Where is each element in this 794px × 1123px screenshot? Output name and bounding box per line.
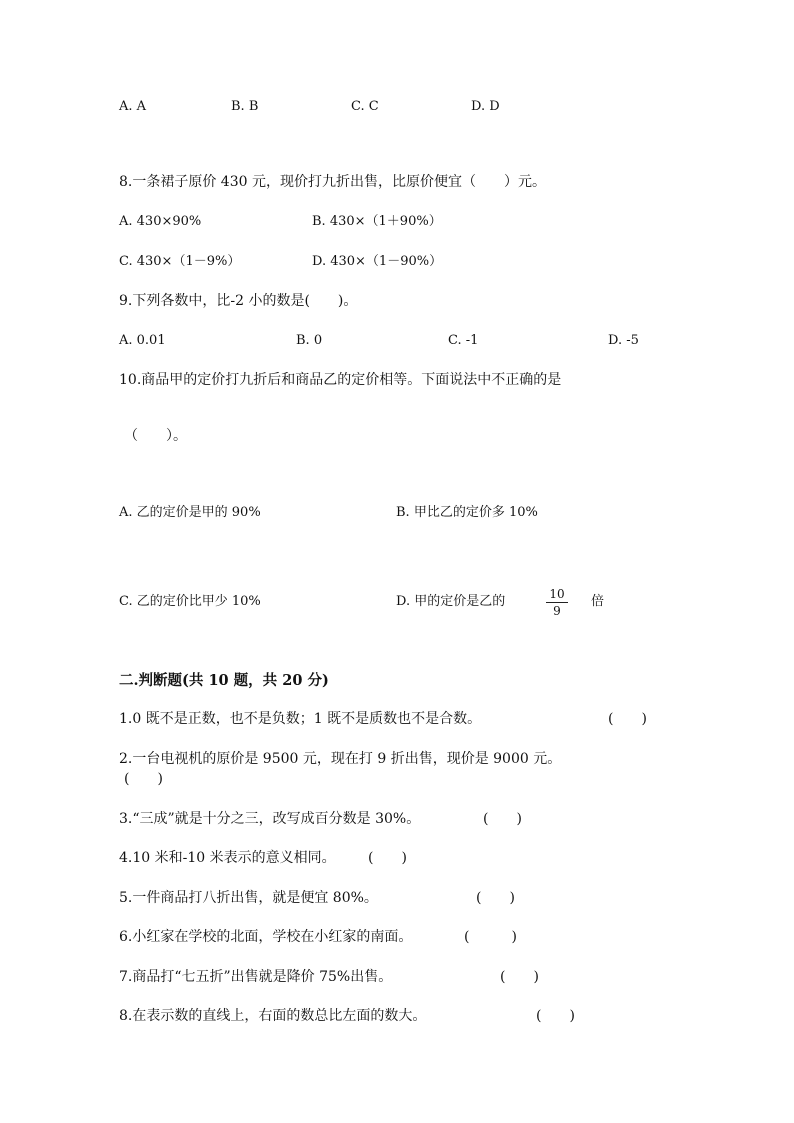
judge-item-7: 7.商品打“七五折”出售就是降价 75%出售。 [119, 969, 393, 985]
q7-option-b: B. B [231, 99, 259, 114]
q8-option-a: A. 430×90% [119, 214, 202, 229]
judge-item-2-paren: ( ) [124, 771, 163, 787]
q9-stem: 9.下列各数中，比-2 小的数是( )。 [119, 293, 358, 309]
judge-item-1: 1.0 既不是正数，也不是负数；1 既不是质数也不是合数。 [119, 711, 482, 727]
judge-item-2: 2.一台电视机的原价是 9500 元，现在打 9 折出售，现价是 9000 元。 [119, 751, 562, 767]
q10-option-a: A. 乙的定价是甲的 90% [119, 505, 261, 520]
q7-option-d: D. D [471, 99, 500, 114]
q10-option-b: B. 甲比乙的定价多 10% [396, 505, 538, 520]
q8-option-c: C. 430×（1－9%） [119, 254, 241, 269]
judge-item-4-paren: ( ) [368, 850, 407, 866]
q8-option-d: D. 430×（1－90%） [312, 254, 443, 269]
q10-option-d-fraction [546, 588, 568, 618]
q10-option-c: C. 乙的定价比甲少 10% [119, 594, 261, 609]
q10-stem: 10.商品甲的定价打九折后和商品乙的定价相等。下面说法中不正确的是 [119, 372, 562, 388]
fraction-denominator: 9 [553, 604, 561, 618]
q8-stem: 8.一条裙子原价 430 元，现价打九折出售，比原价便宜（ ）元。 [119, 174, 546, 190]
judge-item-8: 8.在表示数的直线上，右面的数总比左面的数大。 [119, 1008, 427, 1024]
judge-item-5: 5.一件商品打八折出售，就是便宜 80%。 [119, 890, 378, 906]
q10-option-d-suffix: 倍 [591, 594, 605, 609]
judge-item-3: 3.“三成”就是十分之三，改写成百分数是 30%。 [119, 811, 421, 827]
judge-item-8-paren: ( ) [536, 1008, 575, 1024]
q9-option-c: C. -1 [448, 333, 479, 348]
fraction-numerator: 10 [546, 588, 568, 603]
judge-item-3-paren: ( ) [483, 811, 522, 827]
judge-item-4: 4.10 米和-10 米表示的意义相同。 [119, 850, 336, 866]
judge-item-1-paren: ( ) [608, 711, 647, 727]
judge-item-5-paren: ( ) [476, 890, 515, 906]
q7-option-c: C. C [351, 99, 379, 114]
judge-item-6: 6.小红家在学校的北面，学校在小红家的南面。 [119, 929, 413, 945]
judge-item-7-paren: ( ) [500, 969, 539, 985]
q9-option-a: A. 0.01 [119, 333, 166, 348]
q9-option-b: B. 0 [296, 333, 323, 348]
q7-option-a: A. A [119, 99, 147, 114]
q8-option-b: B. 430×（1＋90%） [312, 214, 442, 229]
q10-option-d-prefix: D. 甲的定价是乙的 [396, 594, 506, 609]
judge-item-6-paren: ( ) [464, 929, 517, 945]
q10-answer-paren: （ ）。 [124, 428, 187, 444]
section-title: 二.判断题(共 10 题，共 20 分) [119, 672, 329, 689]
q9-option-d: D. -5 [608, 333, 639, 348]
